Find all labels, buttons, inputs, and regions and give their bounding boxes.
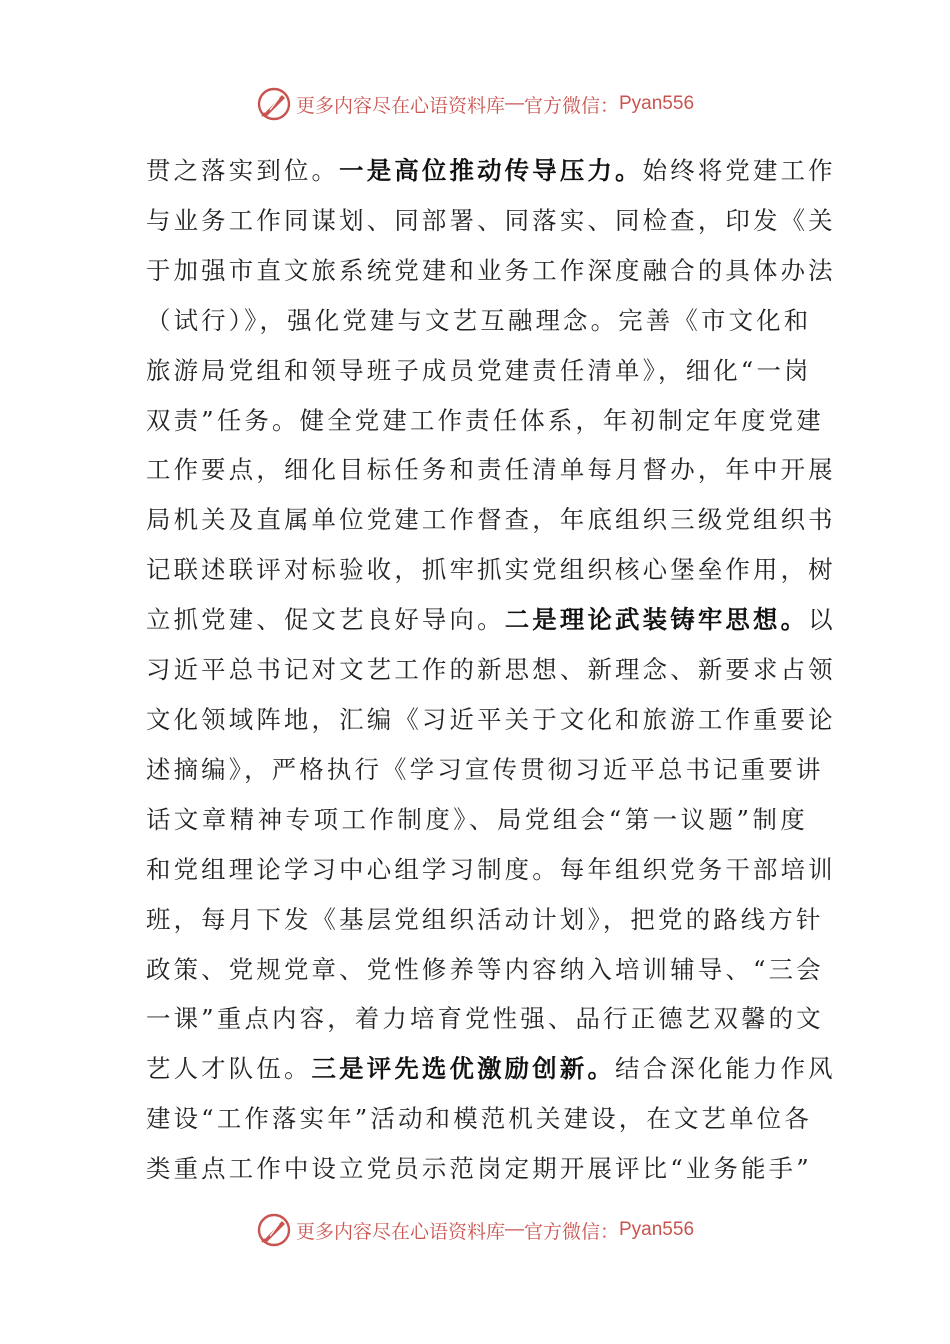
document-body [146,146,836,1194]
text-line [146,196,836,246]
text-segment: 艺人才队伍。 [146,1054,312,1084]
text-line [146,445,836,495]
text-line [146,495,836,545]
text-segment: 记联述联评对标验收，抓牢抓实党组织核心堡垒作用，树 [146,555,836,585]
text-segment: 工作要点，细化目标任务和责任清单每月督办，年中开展 [146,455,836,485]
text-line [146,146,836,196]
quill-logo-icon [256,86,292,122]
footer-banner-dash: — [504,1219,524,1240]
text-line [146,1044,836,1094]
text-segment: 和党组理论学习中心组学习制度。每年组织党务干部培训 [146,854,836,884]
footer-banner-account-id: Pyan556 [619,1219,695,1240]
text-line [146,645,836,695]
text-segment: 建设“工作落实年”活动和模范机关建设，在文艺单位各 [146,1104,812,1134]
text-line [146,945,824,995]
header-banner-account-id: Pyan556 [619,93,695,114]
text-segment: 贯之落实到位。 [146,156,340,185]
header-banner-text: 更多内容尽在心语资料库 [295,94,505,117]
text-segment: 旅游局党组和领导班子成员党建责任清单》，细化“一岗 [146,355,812,385]
footer-banner [0,1210,950,1250]
text-segment: 话文章精神专项工作制度》、局党组会“第一议题”制度 [146,804,808,834]
text-segment: 局机关及直属单位党建工作督查，年底组织三级党组织书 [146,505,836,535]
text-segment: 以 [808,605,836,635]
text-line [146,396,824,446]
text-segment: 政策、党规党章、党性修养等内容纳入培训辅导、“三会 [146,954,824,984]
text-segment: 于加强市直文旅系统党建和业务工作深度融合的具体办法 [146,255,836,285]
quill-logo-icon [256,1212,292,1248]
text-line [146,795,808,845]
bold-heading-phrase: 一是高位推动传导压力。 [339,156,643,185]
text-line [146,895,824,945]
header-banner-dash: — [504,93,524,114]
text-segment: 文化领域阵地，汇编《习近平关于文化和旅游工作重要论 [146,704,836,734]
text-segment: 与业务工作同谋划、同部署、同落实、同检查，印发《关 [146,205,836,235]
text-line [146,246,836,296]
text-line [146,1144,812,1194]
text-segment: 始终将党建工作 [642,156,836,185]
text-segment: 类重点工作中设立党员示范岗定期开展评比“业务能手” [146,1154,812,1184]
bold-heading-phrase: 三是评先选优激励创新。 [311,1054,616,1084]
bold-heading-phrase: 二是理论武装铸牢思想。 [504,605,809,635]
text-line [146,845,836,895]
text-line [146,695,836,745]
text-segment: （试行）》，强化党建与文艺互融理念。完善《市文化和 [146,305,812,335]
footer-banner-account-label: 官方微信： [523,1220,619,1243]
text-line [146,994,824,1044]
footer-banner-text: 更多内容尽在心语资料库 [295,1220,505,1243]
text-segment: 班，每月下发《基层党组织活动计划》，把党的路线方针 [146,904,824,934]
text-segment: 结合深化能力作风 [615,1054,836,1084]
text-line [146,745,824,795]
header-banner-account-label: 官方微信： [523,94,619,117]
text-line [146,296,812,346]
text-line [146,346,812,396]
text-segment: 双责”任务。健全党建工作责任体系，年初制定年度党建 [146,405,824,435]
text-segment: 一课”重点内容，着力培育党性强、品行正德艺双馨的文 [146,1004,824,1034]
text-segment: 述摘编》，严格执行《学习宣传贯彻习近平总书记重要讲 [146,754,824,784]
text-segment: 立抓党建、促文艺良好导向。 [146,605,505,635]
text-line [146,595,836,645]
text-segment: 习近平总书记对文艺工作的新思想、新理念、新要求占领 [146,655,836,685]
text-line [146,545,836,595]
header-banner [0,84,950,124]
text-line [146,1094,812,1144]
